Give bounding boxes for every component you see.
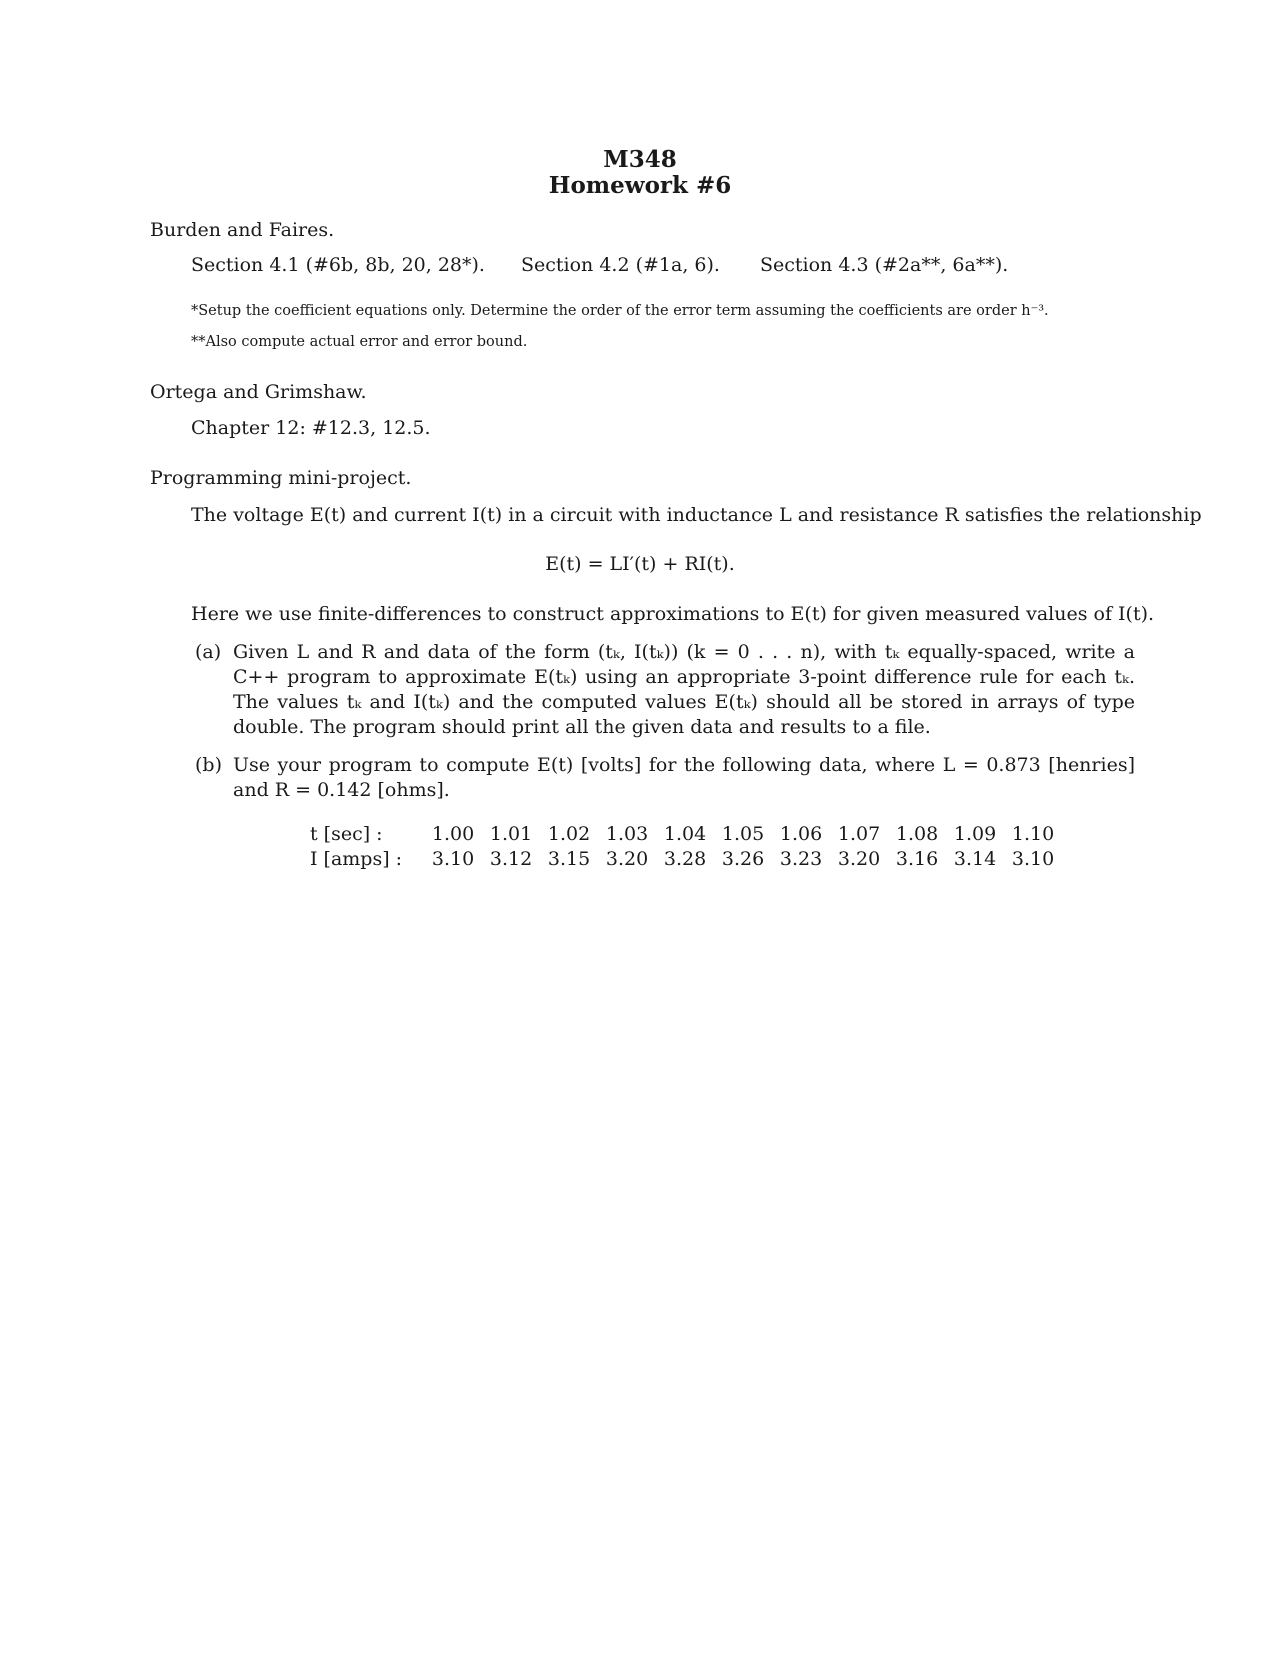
circuit-equation: E(t) = LI′(t) + RI(t). (545, 553, 735, 575)
course-title: M348 (603, 146, 677, 173)
burden-heading: Burden and Faires. (150, 219, 335, 241)
finite-difference-sentence: Here we use finite-differences to construct approximations to E(t) for given measured values of I(t). (191, 603, 1155, 625)
time-row-label: t [sec] : (310, 823, 383, 845)
current-value: 3.28 (663, 848, 707, 870)
time-value: 1.07 (837, 823, 881, 845)
time-value: 1.08 (895, 823, 939, 845)
project-heading: Programming mini-project. (150, 467, 412, 489)
section-4-2: Section 4.2 (#1a, 6). (521, 254, 720, 276)
footnote-error-bound: **Also compute actual error and error bound. (191, 334, 528, 350)
project-intro: The voltage E(t) and current I(t) in a circuit with inductance L and resistance R satisfies the relationship (191, 504, 1202, 526)
section-4-1: Section 4.1 (#6b, 8b, 20, 28*). (191, 254, 485, 276)
part-a-label: (a) (195, 641, 222, 663)
current-value: 3.20 (605, 848, 649, 870)
current-value: 3.16 (895, 848, 939, 870)
current-value: 3.20 (837, 848, 881, 870)
part-a-text: Given L and R and data of the form (tₖ, I(tₖ)) (k = 0 . . . n), with tₖ equally-spaced, write a C++ program to approximate E(tₖ) using an appropriate 3-point difference rule for each tₖ. The values tₖ and I(tₖ) and the computed values E(tₖ) should all be stored in arrays of type double. The program should print all the given data and results to a file. (233, 641, 1135, 738)
footnote-setup: *Setup the coefficient equations only. Determine the order of the error term assuming the coefficients are order h⁻³. (191, 303, 1049, 319)
current-value: 3.12 (489, 848, 533, 870)
time-value: 1.05 (721, 823, 765, 845)
ortega-heading: Ortega and Grimshaw. (150, 381, 367, 403)
time-value: 1.03 (605, 823, 649, 845)
chapter-12-problems: Chapter 12: #12.3, 12.5. (191, 417, 431, 439)
part-a (195, 640, 1135, 740)
time-value: 1.04 (663, 823, 707, 845)
current-row-label: I [amps] : (310, 848, 403, 870)
part-b (195, 753, 1135, 803)
time-row (310, 822, 1062, 847)
time-value: 1.02 (547, 823, 591, 845)
current-row (310, 847, 1062, 872)
time-value: 1.00 (431, 823, 475, 845)
time-value: 1.09 (953, 823, 997, 845)
time-value: 1.06 (779, 823, 823, 845)
current-value: 3.15 (547, 848, 591, 870)
current-value: 3.23 (779, 848, 823, 870)
measurement-table (310, 822, 1062, 872)
assignment-title: Homework #6 (548, 172, 732, 199)
time-value: 1.01 (489, 823, 533, 845)
current-value: 3.10 (431, 848, 475, 870)
part-b-text: Use your program to compute E(t) [volts] for the following data, where L = 0.873 [henries] and R = 0.142 [ohms]. (233, 754, 1135, 801)
section-4-3: Section 4.3 (#2a**, 6a**). (760, 254, 1009, 276)
part-b-label: (b) (195, 754, 222, 776)
current-value: 3.14 (953, 848, 997, 870)
current-value: 3.10 (1011, 848, 1055, 870)
time-value: 1.10 (1011, 823, 1055, 845)
current-value: 3.26 (721, 848, 765, 870)
